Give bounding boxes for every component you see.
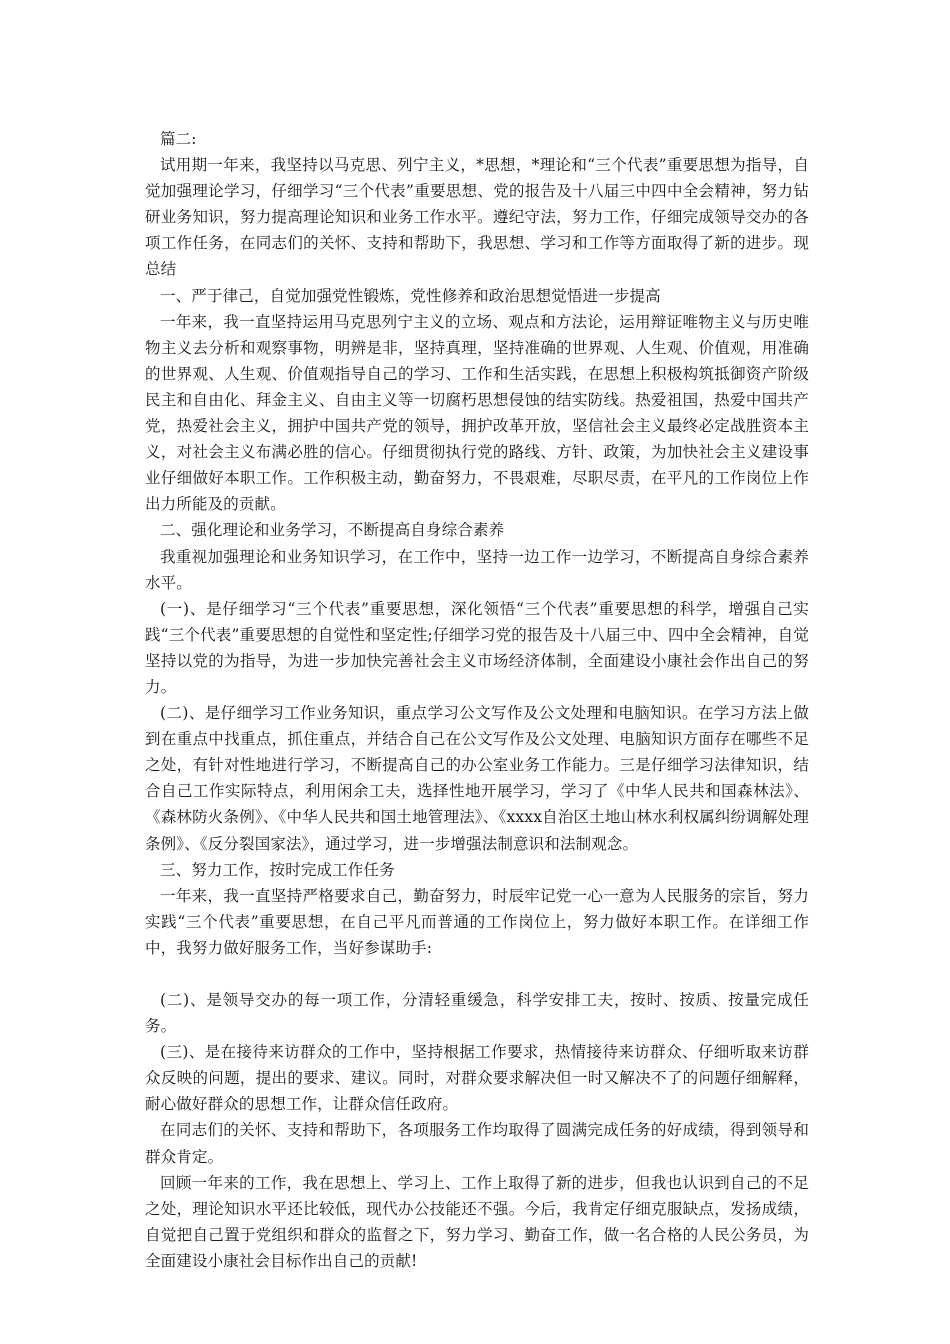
paragraph: 回顾一年来的工作，我在思想上、学习上、工作上取得了新的进步，但我也认识到自己的不足之处，理论知识水平还比较低，现代办公技能还不强。今后，我肯定仔细克服缺点，发扬成绩，自觉把自己置于党组织和群众的监督之下，努力学习、勤奋工作，做一名合格的人民公务员，为全面建设小康社会目标作出自己的贡献!: [145, 1173, 809, 1270]
paragraph: (二)、是仔细学习工作业务知识，重点学习公文写作及公文处理和电脑知识。在学习方法上做到在重点中找重点，抓住重点，并结合自己在公文写作及公文处理、电脑知识方面存在哪些不足之处，有针对性地进行学习，不断提高自己的办公室业务工作能力。三是仔细学习法律知识，结合自己工作实际特点，利用闲余工夫，选择性地开展学习，学习了《中华人民共和国森林法》、《森林防火条例》、《中华人民共和国土地管理法》、《xxxx自治区土地山林水利权属纠纷调解处理条例》、《反分裂国家法》，通过学习，进一步增强法制意识和法制观念。: [145, 704, 809, 853]
paragraph: 一年来，我一直坚持严格要求自己，勤奋努力，时辰牢记党一心一意为人民服务的宗旨，努力实践“三个代表”重要思想，在自己平凡而普通的工作岗位上，努力做好本职工作。在详细工作中，我努力做好服务工作，当好参谋助手:: [145, 886, 809, 957]
paragraph: 在同志们的关怀、支持和帮助下，各项服务工作均取得了圆满完成任务的好成绩，得到领导和群众肯定。: [145, 1121, 809, 1166]
section-heading: 二、强化理论和业务学习，不断提高自身综合素养: [160, 521, 505, 540]
paragraph: 一年来，我一直坚持运用马克思列宁主义的立场、观点和方法论，运用辩证唯物主义与历史唯物主义去分析和观察事物，明辨是非，坚持真理，坚持准确的世界观、人生观、价值观，用准确的世界观、人生观、价值观指导自己的学习、工作和生活实践，在思想上积极构筑抵御资产阶级民主和自由化、拜金主义、自由主义等一切腐朽思想侵蚀的结实防线。热爱祖国，热爱中国共产党，热爱社会主义，拥护中国共产党的领导，拥护改革开放，坚信社会主义最终必定战胜资本主义，对社会主义布满必胜的信心。仔细贯彻执行党的路线、方针、政策，为加快社会主义建设事业仔细做好本职工作。工作积极主动，勤奋努力，不畏艰难，尽职尽责，在平凡的工作岗位上作出力所能及的贡献。: [145, 312, 809, 514]
paragraph: (二)、是领导交办的每一项工作，分清轻重缓急，科学安排工夫，按时、按质、按量完成任务。: [145, 991, 809, 1036]
section-heading: 一、严于律己，自觉加强党性锻炼，党性修养和政治思想觉悟进一步提高: [160, 286, 661, 305]
paragraph: (三)、是在接待来访群众的工作中，坚持根据工作要求，热情接待来访群众、仔细听取来访群众反映的问题，提出的要求、建议。同时，对群众要求解决但一时又解决不了的问题仔细解释，耐心做好群众的思想工作，让群众信任政府。: [145, 1043, 809, 1114]
section-heading: 篇二:: [160, 130, 197, 148]
paragraph: 我重视加强理论和业务知识学习，在工作中，坚持一边工作一边学习，不断提高自身综合素养水平。: [145, 547, 809, 592]
paragraph: (一)、是仔细学习“三个代表”重要思想，深化领悟“三个代表”重要思想的科学，增强自己实践“三个代表”重要思想的自觉性和坚定性;仔细学习党的报告及十八届三中、四中全会精神，自觉坚持以党的为指导，为进一步加快完善社会主义市场经济体制，全面建设小康社会作出自己的努力。: [145, 599, 809, 696]
document-body: [145, 126, 809, 1274]
paragraph: 试用期一年来，我坚持以马克思、列宁主义，*思想，*理论和“三个代表”重要思想为指导，自觉加强理论学习，仔细学习“三个代表”重要思想、党的报告及十八届三中四中全会精神，努力钻研业务知识，努力提高理论知识和业务工作水平。遵纪守法，努力工作，仔细完成领导交办的各项工作任务，在同志们的关怀、支持和帮助下，我思想、学习和工作等方面取得了新的进步。现总结: [145, 156, 809, 279]
blank-line: [145, 961, 809, 987]
section-heading: 三、努力工作，按时完成工作任务: [160, 860, 395, 879]
